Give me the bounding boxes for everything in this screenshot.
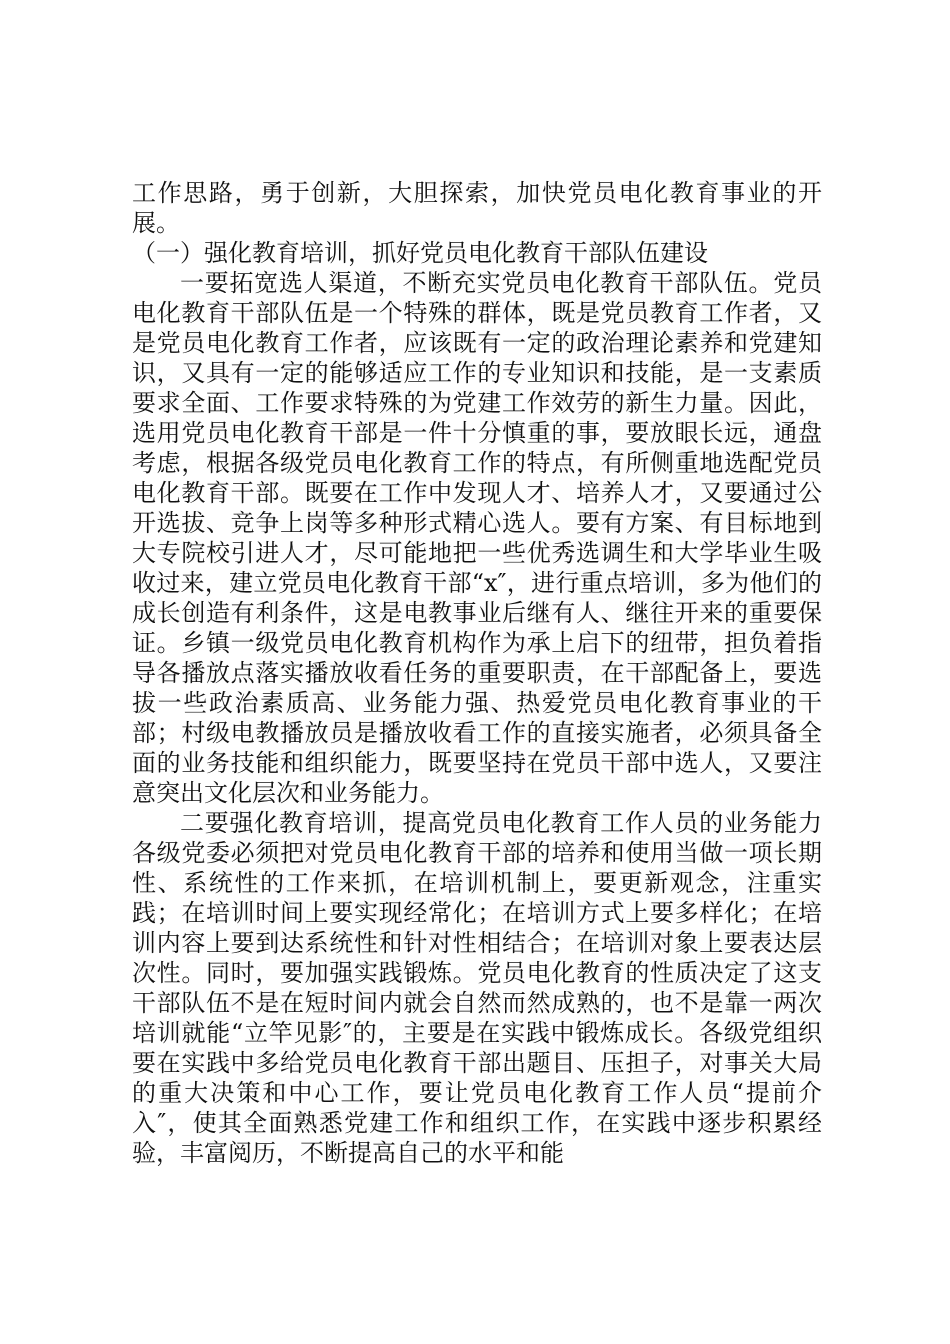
document-body <box>132 178 822 1168</box>
paragraph-training: 二要强化教育培训，提高党员电化教育工作人员的业务能力各级党委必须把对党员电化教育干部的培养和使用当做一项长期性、系统性的工作来抓，在培训机制上，要更新观念，注重实践；在培训时间上要实现经常化；在培训方式上要多样化；在培训内容上要到达系统性和针对性相结合；在培训对象上要表达层次性。同时，要加强实践锻炼。党员电化教育的性质决定了这支干部队伍不是在短时间内就会自然而然成熟的，也不是靠一两次培训就能“立竿见影″的，主要是在实践中锻炼成长。各级党组织要在实践中多给党员电化教育干部出题目、压担子，对事关大局的重大决策和中心工作，要让党员电化教育工作人员“提前介入″，使其全面熟悉党建工作和组织工作，在实践中逐步积累经验，丰富阅历，不断提高自己的水平和能 <box>132 809 822 1167</box>
section-heading: （一）强化教育培训，抓好党员电化教育干部队伍建设 <box>132 239 708 267</box>
paragraph-recruitment: 一要拓宽选人渠道，不断充实党员电化教育干部队伍。党员电化教育干部队伍是一个特殊的群体，既是党员教育工作者，又是党员电化教育工作者，应该既有一定的政治理论素养和党建知识，又具有一定的能够适应工作的专业知识和技能，是一支素质要求全面、工作要求特殊的为党建工作效劳的新生力量。因此，选用党员电化教育干部是一件十分慎重的事，要放眼长远，通盘考虑，根据各级党员电化教育工作的特点，有所侧重地选配党员电化教育干部。既要在工作中发现人才、培养人才，又要通过公开选拔、竞争上岗等多种形式精心选人。要有方案、有目标地到大专院校引进人才，尽可能地把一些优秀选调生和大学毕业生吸收过来，建立党员电化教育干部“x″，进行重点培训，多为他们的成长创造有利条件，这是电教事业后继有人、继往开来的重要保证。乡镇一级党员电化教育机构作为承上启下的纽带，担负着指导各播放点落实播放收看任务的重要职责，在干部配备上，要选拔一些政治素质高、业务能力强、热爱党员电化教育事业的干部；村级电教播放员是播放收看工作的直接实施者，必须具备全面的业务技能和组织能力，既要坚持在党员干部中选人，又要注意突出文化层次和业务能力。 <box>132 269 822 807</box>
paragraph-continuation: 工作思路，勇于创新，大胆探索，加快党员电化教育事业的开展。 <box>132 179 822 237</box>
